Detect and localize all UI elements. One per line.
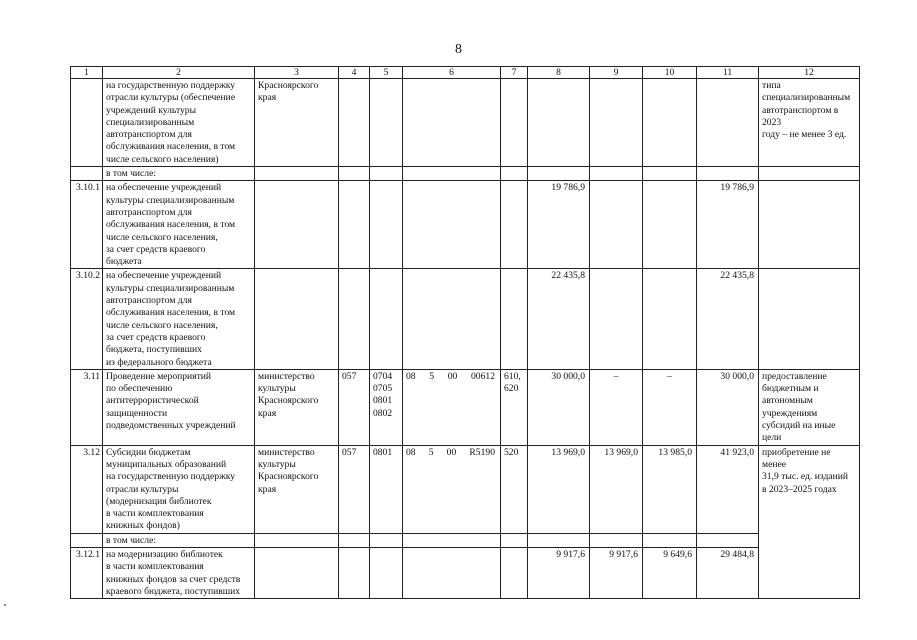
csr-item: R5190 <box>469 446 495 458</box>
administrator <box>255 269 339 369</box>
vr-code <box>501 269 528 369</box>
rzpr-code: 0704 0705 0801 0802 <box>370 369 403 445</box>
measure-name: на обеспечение учреждений культуры специализированным автотранспортом для обслуживания населения, в том числе сельского населения, за счет средств краевого бюджета, поступивших из федерального бюджета <box>103 269 255 369</box>
amount-2023: 22 435,8 <box>528 269 590 369</box>
table-row <box>71 533 860 547</box>
amount-total: 29 484,8 <box>697 547 759 598</box>
amount-total <box>697 167 759 181</box>
vr-code <box>501 547 528 598</box>
budget-table <box>70 66 860 599</box>
amount-2024 <box>590 269 643 369</box>
amount-2024: 13 969,0 <box>590 445 643 533</box>
amount-2023: 30 000,0 <box>528 369 590 445</box>
col-header: 12 <box>759 67 860 79</box>
rzpr-code <box>370 79 403 167</box>
amount-total <box>697 533 759 547</box>
table-row <box>71 269 860 369</box>
header-row <box>71 67 860 79</box>
col-header: 9 <box>590 67 643 79</box>
expected-result: предоставление бюджетным и автономным учреждениям субсидий на иные цели <box>759 369 860 445</box>
csr-code <box>403 547 501 598</box>
amount-2024 <box>590 181 643 269</box>
table-row <box>71 181 860 269</box>
vr-code: 520 <box>501 445 528 533</box>
grbs-code <box>339 167 370 181</box>
row-number: 3.12 <box>71 445 103 533</box>
expected-result <box>759 167 860 181</box>
amount-total: 22 435,8 <box>697 269 759 369</box>
grbs-code <box>339 547 370 598</box>
amount-2025 <box>643 269 697 369</box>
amount-2023 <box>528 167 590 181</box>
amount-2023: 13 969,0 <box>528 445 590 533</box>
administrator <box>255 547 339 598</box>
administrator: министерство культуры Красноярского края <box>255 445 339 533</box>
amount-2023 <box>528 79 590 167</box>
expected-result <box>759 269 860 369</box>
amount-total: 30 000,0 <box>697 369 759 445</box>
sub-label: в том числе: <box>103 533 255 547</box>
csr-item: 00612 <box>471 370 495 382</box>
csr-code <box>403 369 501 445</box>
rzpr-code <box>370 547 403 598</box>
amount-2025: – <box>643 369 697 445</box>
rzpr-code <box>370 181 403 269</box>
measure-name: на государственную поддержку отрасли культуры (обеспечение учреждений культуры специализированным автотранспортом для обслуживания населения, в том числе сельского населения) <box>103 79 255 167</box>
sub-label: в том числе: <box>103 167 255 181</box>
administrator: Красноярского края <box>255 79 339 167</box>
amount-2024: 9 917,6 <box>590 547 643 598</box>
grbs-code <box>339 181 370 269</box>
csr-code <box>403 269 501 369</box>
administrator <box>255 533 339 547</box>
csr-subprogram: 5 <box>428 446 434 458</box>
vr-code <box>501 79 528 167</box>
row-number <box>71 79 103 167</box>
grbs-code <box>339 79 370 167</box>
table-row <box>71 79 860 167</box>
csr-code <box>403 181 501 269</box>
amount-2024 <box>590 167 643 181</box>
table-row <box>71 369 860 445</box>
row-number: 3.12.1 <box>71 547 103 598</box>
administrator <box>255 167 339 181</box>
row-number <box>71 533 103 547</box>
amount-2023: 9 917,6 <box>528 547 590 598</box>
col-header: 1 <box>71 67 103 79</box>
col-header: 10 <box>643 67 697 79</box>
expected-result: типа специализированным автотранспортом в 2023 году – не менее 3 ед. <box>759 79 860 167</box>
amount-2025 <box>643 79 697 167</box>
csr-code <box>403 79 501 167</box>
page-number: 8 <box>455 42 462 57</box>
table-row <box>71 167 860 181</box>
csr-code <box>403 533 501 547</box>
scan-mark <box>4 604 6 606</box>
expected-result <box>759 181 860 269</box>
col-header: 3 <box>255 67 339 79</box>
rzpr-code <box>370 167 403 181</box>
col-header: 11 <box>697 67 759 79</box>
csr-program: 08 <box>406 370 416 382</box>
rzpr-code <box>370 533 403 547</box>
grbs-code: 057 <box>339 445 370 533</box>
measure-name: Субсидии бюджетам муниципальных образований на государственную поддержку отрасли культуры (модернизация библиотек в части комплектования книжных фондов) <box>103 445 255 533</box>
administrator: министерство культуры Красноярского края <box>255 369 339 445</box>
amount-2023 <box>528 533 590 547</box>
row-number <box>71 167 103 181</box>
grbs-code <box>339 533 370 547</box>
rzpr-code: 0801 <box>370 445 403 533</box>
amount-total: 19 786,9 <box>697 181 759 269</box>
col-header: 2 <box>103 67 255 79</box>
amount-total <box>697 79 759 167</box>
administrator <box>255 181 339 269</box>
expected-result: приобретение не менее 31,9 тыс. ед. изданий в 2023–2025 годах <box>759 445 860 599</box>
vr-code <box>501 533 528 547</box>
row-number: 3.10.1 <box>71 181 103 269</box>
csr-code <box>403 445 501 533</box>
csr-subprogram: 5 <box>429 370 435 382</box>
amount-2023: 19 786,9 <box>528 181 590 269</box>
vr-code <box>501 167 528 181</box>
csr-program: 08 <box>406 446 416 458</box>
row-number: 3.11 <box>71 369 103 445</box>
amount-2025 <box>643 167 697 181</box>
amount-2024 <box>590 79 643 167</box>
amount-2025: 9 649,6 <box>643 547 697 598</box>
amount-2025: 13 985,0 <box>643 445 697 533</box>
amount-2024: – <box>590 369 643 445</box>
col-header: 4 <box>339 67 370 79</box>
grbs-code: 057 <box>339 369 370 445</box>
vr-code <box>501 181 528 269</box>
rzpr-code <box>370 269 403 369</box>
col-header: 8 <box>528 67 590 79</box>
measure-name: Проведение мероприятий по обеспечению антитеррористической защищенности подведомственных учреждений <box>103 369 255 445</box>
col-header: 7 <box>501 67 528 79</box>
amount-2025 <box>643 533 697 547</box>
table-row <box>71 547 860 598</box>
csr-code <box>403 167 501 181</box>
col-header: 6 <box>403 67 501 79</box>
table-row <box>71 445 860 533</box>
csr-group: 00 <box>447 370 458 382</box>
grbs-code <box>339 269 370 369</box>
measure-name: на модернизацию библиотек в части комплектования книжных фондов за счет средств краевого бюджета, поступивших <box>103 547 255 598</box>
csr-group: 00 <box>446 446 457 458</box>
col-header: 5 <box>370 67 403 79</box>
vr-code: 610, 620 <box>501 369 528 445</box>
row-number: 3.10.2 <box>71 269 103 369</box>
amount-2025 <box>643 181 697 269</box>
amount-total: 41 923,0 <box>697 445 759 533</box>
measure-name: на обеспечение учреждений культуры специализированным автотранспортом для обслуживания населения, в том числе сельского населения, за счет средств краевого бюджета <box>103 181 255 269</box>
amount-2024 <box>590 533 643 547</box>
